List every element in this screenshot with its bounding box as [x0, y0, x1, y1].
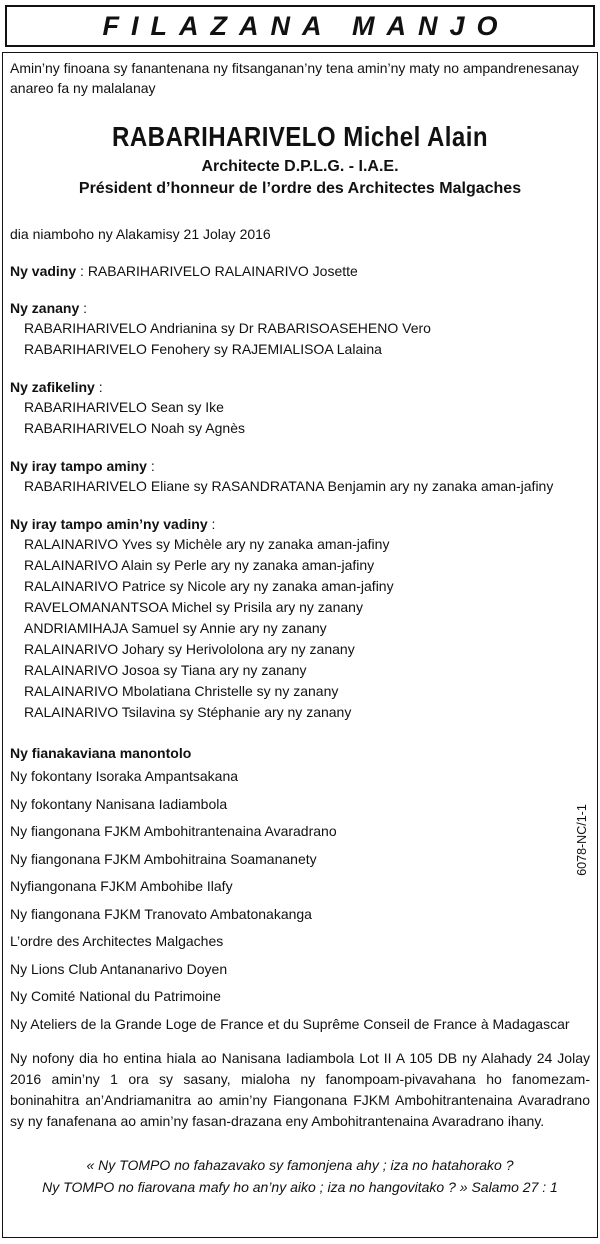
- notice-box: [2, 52, 598, 1238]
- funeral-details: Ny nofony dia ho entina hiala ao Nanisana Iadiambola Lot II A 105 DB ny Alahady 24 Jolay 2016 amin’ny 1 ora sy sasany, mialoha ny fanompoam-pivavahana ho fanomezam-boninahitra an’Andriamanitra ao amin’ny Fiangonana FJKM Ambohitrantenaina Avaradrano sy ny fanafenana ao amin’ny fasan-drazana eny Ambohitrantenaina Avaradrano ihany.: [10, 1050, 590, 1129]
- list-item: RALAINARIVO Alain sy Perle ary ny zanaka aman-jafiny: [24, 557, 375, 573]
- list-item: RAVELOMANANTSOA Michel sy Prisila ary ny zanany: [24, 599, 363, 615]
- section-label: Ny zanany: [10, 300, 80, 316]
- date-line: dia niamboho ny Alakamisy 21 Jolay 2016: [10, 226, 271, 242]
- list-item: RABARIHARIVELO Eliane sy RASANDRATANA Benjamin ary ny zanaka aman-jafiny: [24, 478, 554, 494]
- grandchildren-list: [10, 397, 590, 439]
- intro-text: Amin’ny finoana sy fanantenana ny fitsanganan’ny tena amin’ny maty no ampandrenesanay anareo fa ny malalanay: [10, 60, 579, 96]
- list-item: Nyfiangonana FJKM Ambohibe Ilafy: [10, 878, 233, 894]
- section-separator: :: [94, 379, 103, 395]
- list-item: RABARIHARIVELO Andrianina sy Dr RABARISOASEHENO Vero: [24, 320, 431, 336]
- reference-code: 6078-NC/1-1: [575, 804, 589, 876]
- header-title: FILAZANA MANJO: [102, 10, 510, 41]
- section-separator: :: [146, 458, 155, 474]
- list-item: Ny fiangonana FJKM Ambohitrantenaina Avaradrano: [10, 823, 337, 839]
- deceased-name: RABARIHARIVELO Michel Alain: [112, 121, 488, 152]
- list-item: Ny Lions Club Antananarivo Doyen: [10, 960, 228, 977]
- list-item: Ny fokontany Nanisana Iadiambola: [10, 795, 228, 812]
- section-label: Ny fianakaviana manontolo: [10, 745, 192, 761]
- section-iray-tampo-vadiny: [10, 514, 590, 723]
- quote-line: Ny TOMPO no fiarovana mafy ho an’ny aiko ; iza no hangovitako ? » Salamo 27 : 1: [42, 1179, 558, 1195]
- list-item: RABARIHARIVELO Sean sy Ike: [24, 399, 224, 415]
- spouse-siblings-list: [10, 534, 590, 723]
- list-item: ANDRIAMIHAJA Samuel sy Annie ary ny zanany: [24, 620, 327, 636]
- children-list: [10, 318, 590, 360]
- spouse-name: RABARIHARIVELO RALAINARIVO Josette: [87, 263, 358, 279]
- list-item: Ny Comité National du Patrimoine: [10, 988, 221, 1004]
- list-item: RALAINARIVO Yves sy Michèle ary ny zanaka aman-jafiny: [24, 536, 390, 552]
- section-zanany: [10, 298, 590, 360]
- section-label: Ny iray tampo amin’ny vadiny: [10, 516, 208, 532]
- list-item: Ny fiangonana FJKM Ambohitraina Soamananety: [10, 850, 317, 867]
- section-zafikeliny: [10, 377, 590, 439]
- section-separator: :: [207, 516, 216, 532]
- notice-content: [10, 58, 590, 1198]
- section-label: Ny zafikeliny: [10, 379, 95, 395]
- list-item: RALAINARIVO Johary sy Herivololona ary ny zanany: [24, 641, 355, 657]
- list-item: RABARIHARIVELO Noah sy Agnès: [24, 420, 245, 436]
- section-vadiny: [10, 261, 590, 281]
- list-item: RALAINARIVO Josoa sy Tiana ary ny zanany: [24, 662, 307, 678]
- list-item: Ny fokontany Isoraka Ampantsakana: [10, 768, 239, 784]
- list-item: RALAINARIVO Tsilavina sy Stéphanie ary ny zanany: [24, 704, 352, 720]
- list-item: L’ordre des Architectes Malgaches: [10, 933, 224, 949]
- section-label: Ny iray tampo aminy: [10, 458, 147, 474]
- header-banner: [5, 5, 595, 47]
- section-label: Ny vadiny: [10, 263, 77, 279]
- section-separator: :: [79, 300, 88, 316]
- section-iray-tampo-aminy: [10, 456, 590, 497]
- section-separator: :: [76, 263, 88, 279]
- deceased-title-line2: Président d’honneur de l’ordre des Architectes Malgaches: [78, 180, 522, 197]
- family-organizations-list: [10, 763, 590, 1038]
- bible-quote: [10, 1154, 590, 1198]
- siblings-list: [10, 476, 590, 497]
- list-item: RABARIHARIVELO Fenohery sy RAJEMIALISOA Lalaina: [24, 341, 382, 357]
- list-item: RALAINARIVO Patrice sy Nicole ary ny zanaka aman-jafiny: [24, 578, 394, 594]
- quote-line: « Ny TOMPO no fahazavako sy famonjena ahy ; iza no hatahorako ?: [86, 1157, 514, 1173]
- list-item: Ny Ateliers de la Grande Loge de France et du Suprême Conseil de France à Madagascar: [10, 1015, 570, 1032]
- deceased-title-line1: Architecte D.P.L.G. - I.A.E.: [201, 158, 399, 175]
- list-item: Ny fiangonana FJKM Tranovato Ambatonakanga: [10, 905, 312, 922]
- list-item: RALAINARIVO Mbolatiana Christelle sy ny zanany: [24, 683, 339, 699]
